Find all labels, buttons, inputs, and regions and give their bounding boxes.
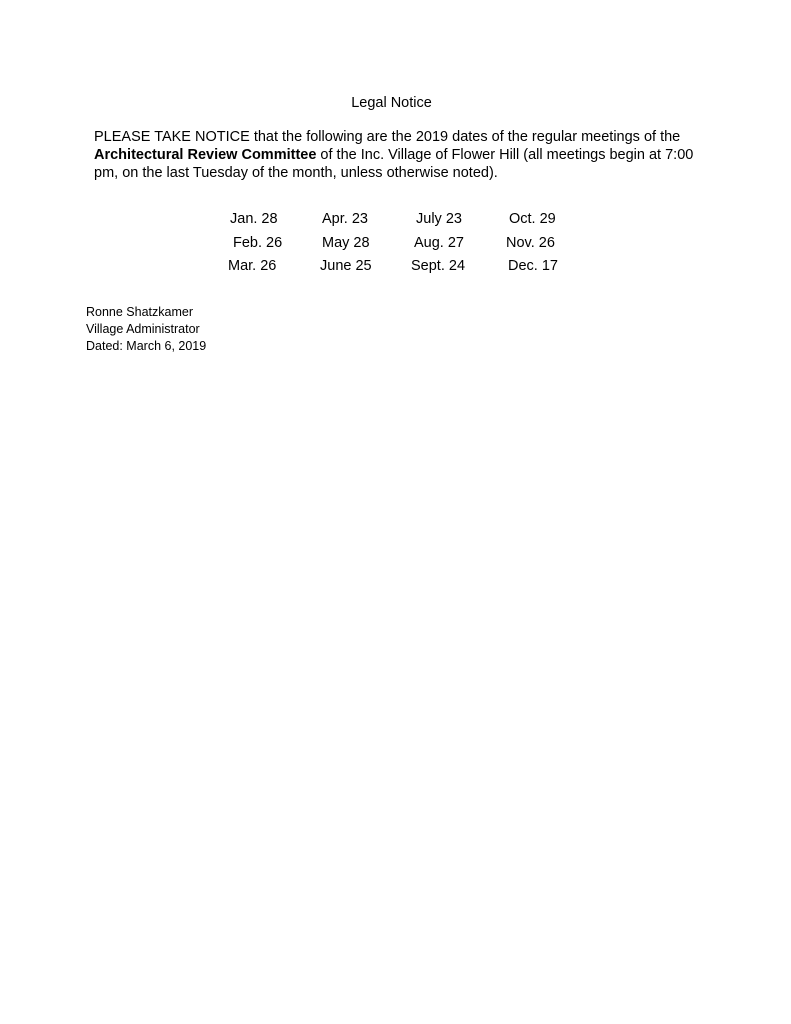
meeting-date: Dec. 17 [508,258,558,274]
committee-name: Architectural Review Committee [94,147,317,163]
meeting-date: Sept. 24 [411,258,466,274]
meeting-date: June 25 [320,258,372,274]
dated-line: Dated: March 6, 2019 [86,339,207,353]
meeting-date: Aug. 27 [414,235,464,251]
meeting-date: Oct. 29 [509,211,556,227]
signatory-title: Village Administrator [86,322,200,336]
meeting-date: Mar. 26 [228,258,277,274]
signature-block [86,304,206,355]
meeting-date: Apr. 23 [322,211,368,227]
meeting-date: July 23 [416,211,462,227]
meeting-date: Nov. 26 [506,235,555,251]
meeting-date: May 28 [322,235,370,251]
notice-paragraph [94,128,714,182]
paragraph-intro: PLEASE TAKE NOTICE that the following are the 2019 dates of the regular meetings of the [94,129,681,145]
meeting-date: Feb. 26 [233,235,283,251]
notice-title-text: Legal Notice [351,95,432,111]
meeting-date: Jan. 28 [230,211,278,227]
signatory-name: Ronne Shatzkamer [86,305,194,319]
notice-title [0,95,791,111]
paragraph-details: of the Inc. Village of Flower Hill (all meetings begin at 7:00 pm, on the last Tuesday of the month, unless otherwise noted). [94,147,694,181]
